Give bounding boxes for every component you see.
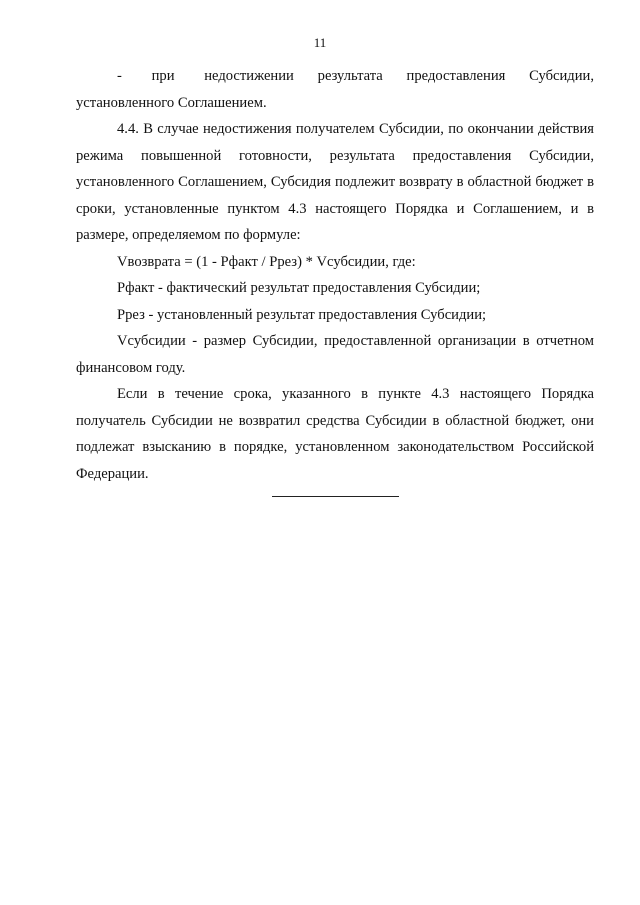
paragraph-non-achievement-clause: - при недостижении результата предоставления Субсидии, установленного Соглашением. xyxy=(76,68,594,111)
definition-p-fact: Pфакт - фактический результат предоставления Субсидии; xyxy=(117,280,481,296)
definition-v-subsidy: Vсубсидии - размер Субсидии, предоставленной организации в отчетном финансовом году. xyxy=(76,333,594,376)
page-number: 11 xyxy=(313,35,327,50)
document-body xyxy=(76,63,594,487)
paragraph-4-4: 4.4. В случае недостижения получателем Субсидии, по окончании действия режима повышенной готовности, результата предоставления Субсидии, установленного Соглашением, Субсидия подлежит возврату в областной бюджет в сроки, установленные пунктом 4.3 настоящего Порядка и Соглашением, и в размере, определяемом по формуле: xyxy=(76,121,594,243)
refund-formula: Vвозврата = (1 - Pфакт / Pрез) * Vсубсидии, где: xyxy=(117,253,416,270)
definition-p-rez: Pрез - установленный результат предоставления Субсидии; xyxy=(117,306,487,323)
paragraph-recovery: Если в течение срока, указанного в пункте 4.3 настоящего Порядка получатель Субсидии не возвратил средства Субсидии в областной бюджет, они подлежат взысканию в порядке, установленном законодательством Российской Федерации. xyxy=(76,386,594,482)
end-divider xyxy=(272,496,399,497)
